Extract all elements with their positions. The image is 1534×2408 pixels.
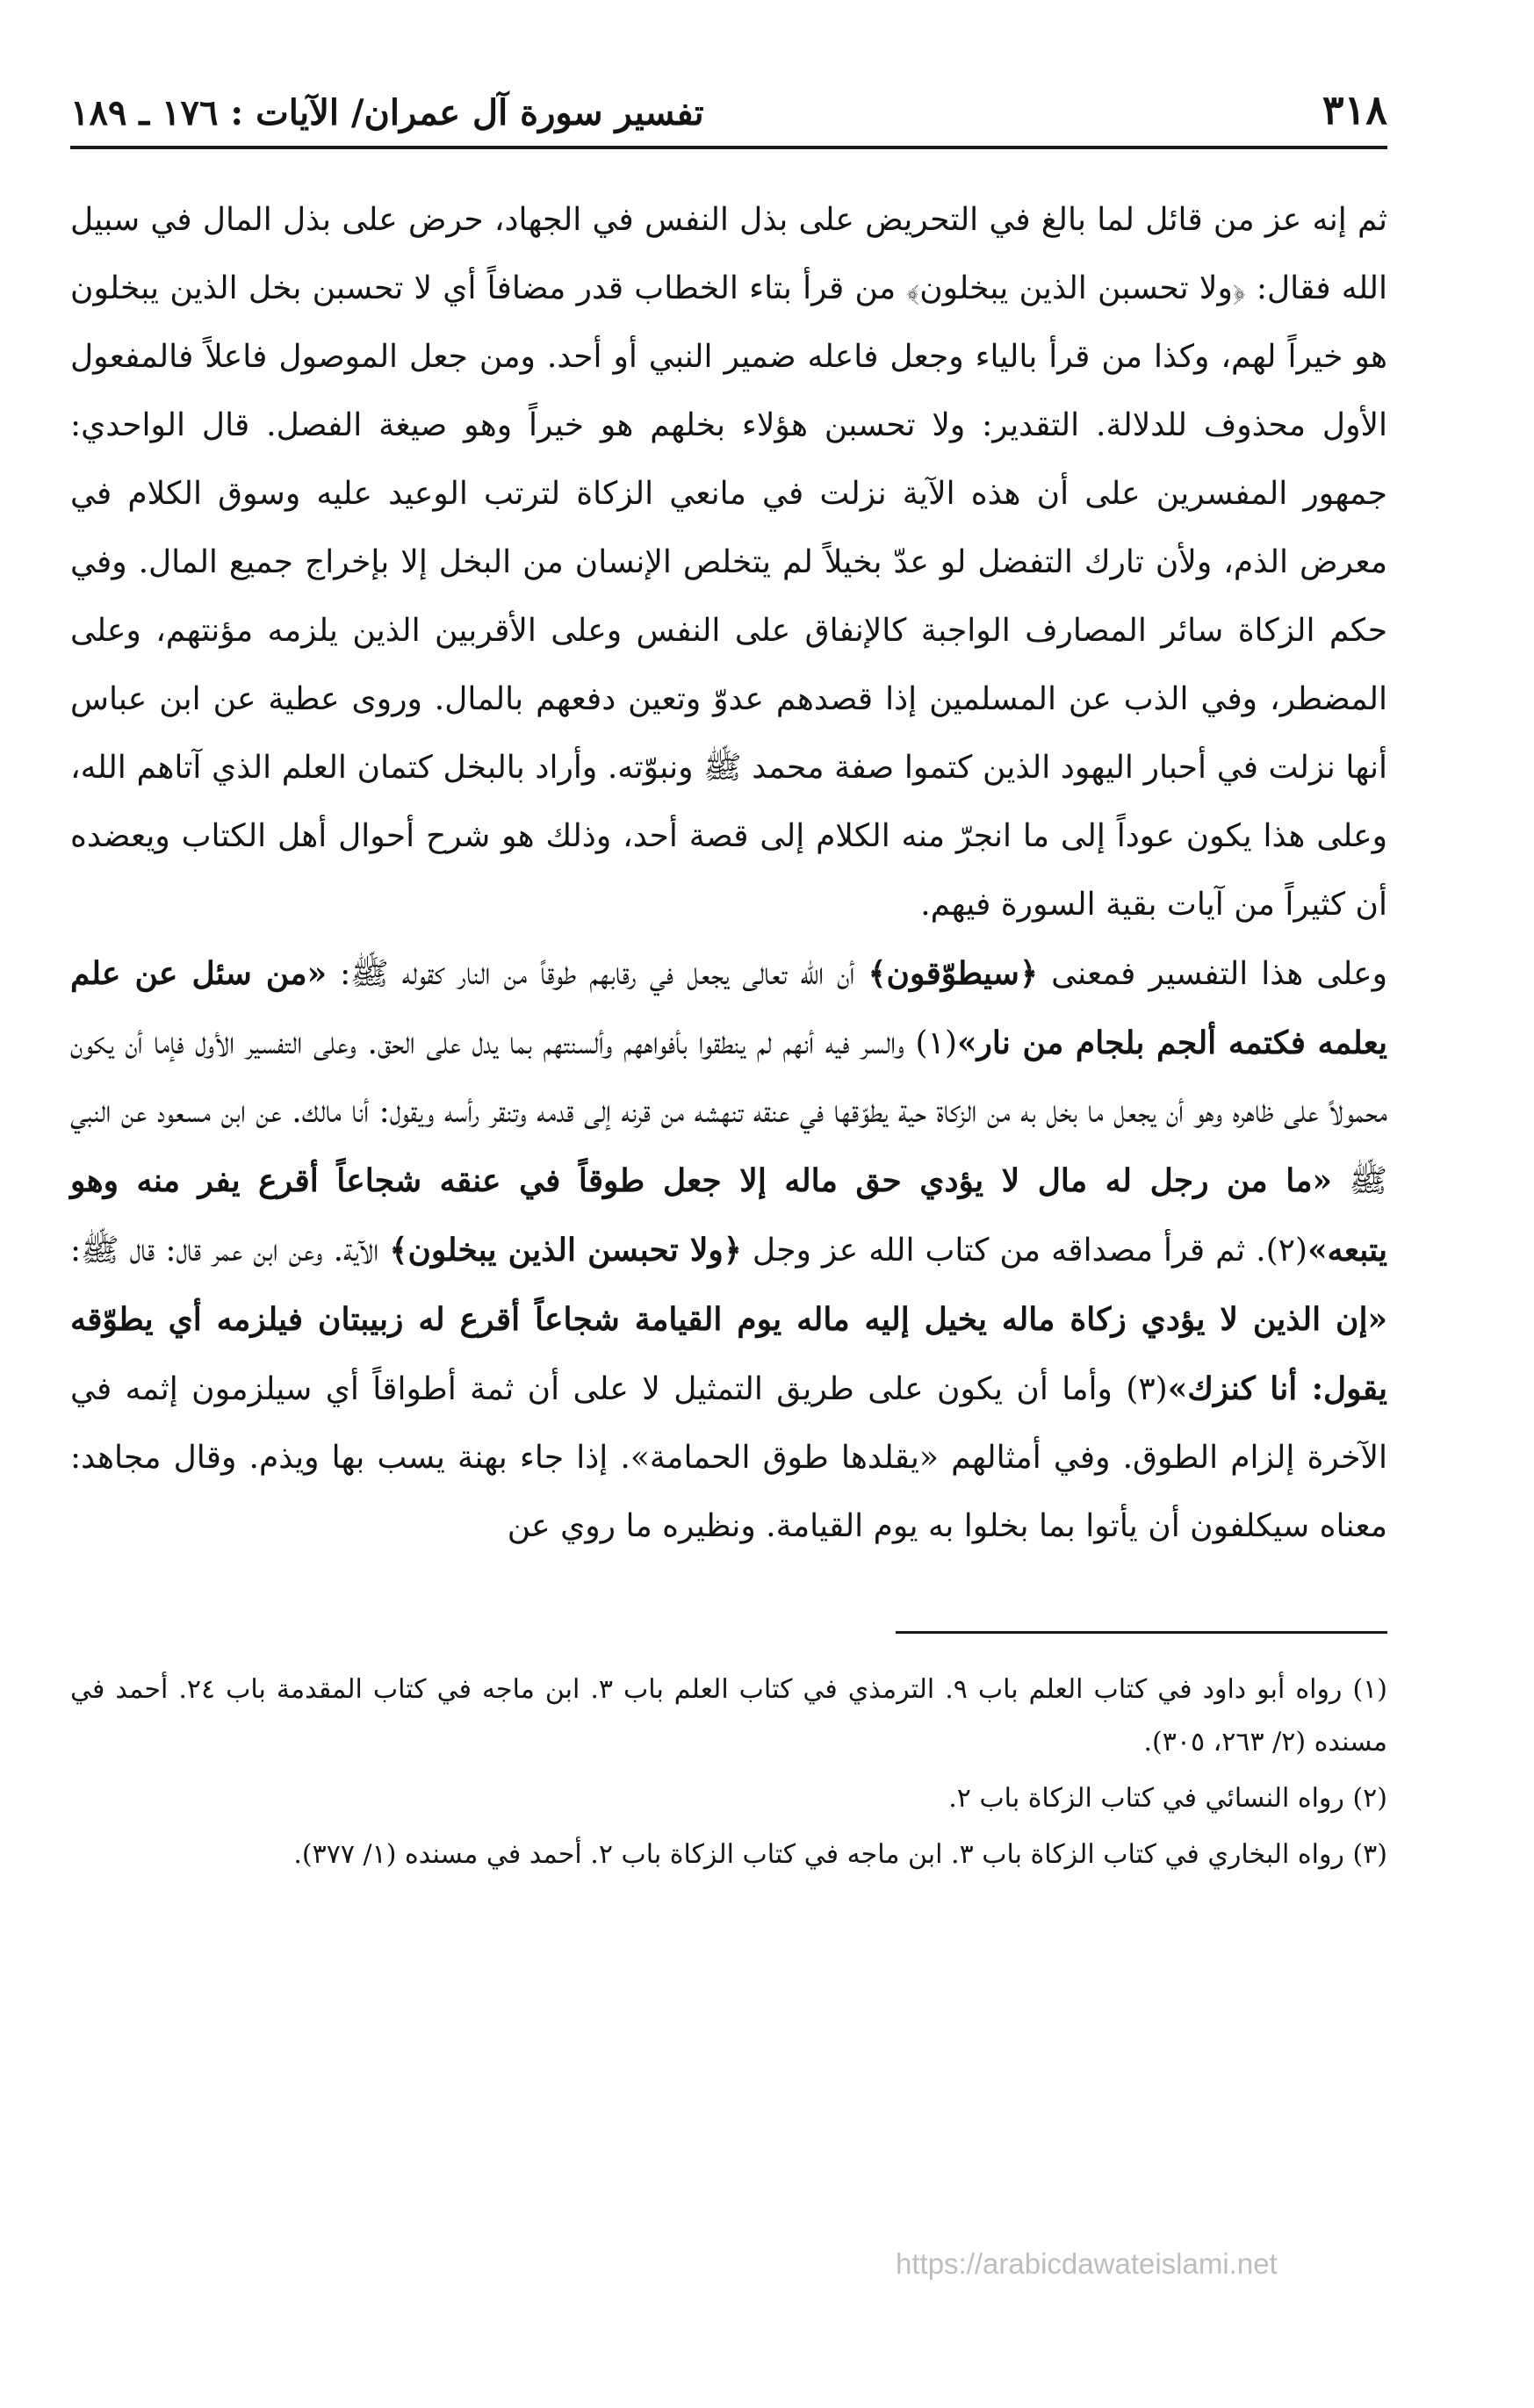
footnote-3: (٣) رواه البخاري في كتاب الزكاة باب ٣. ابن ماجه في كتاب الزكاة باب ٢. أحمد في مسنده (١/ ٣٧٧). [293,1839,1387,1870]
text-segment: وعلى هذا التفسير فمعنى [1038,956,1387,992]
text-segment: (٣) وأما أن يكون على طريق التمثيل لا على أن ثمة أطواقاً أي سيلزمون إثمه في الآخرة إلزام الطوق. وفي أمثالهم «يقلدها طوق الحمامة». إذا جاء بهنة يسب بها ويذم. وقال مجاهد: معناه سيكلفون أن يأتوا بما بخلوا به يوم القيامة. ونظيره ما روي عن [70,1371,1387,1544]
text-segment: (٢). ثم قرأ مصداقه من كتاب الله عز وجل [741,1233,1308,1269]
hadith-quote: «من سئل عن علم يعلمه فكتمه ألجم بلجام من نار» [70,955,1388,1061]
footnote-divider [896,1631,1387,1634]
book-page [70,79,1387,2361]
paragraph-2 [70,939,1387,1561]
text-segment: الآية. وعن ابن عمر قال: قال ﷺ: [70,1233,390,1269]
footnote-1: (١) رواه أبو داود في كتاب العلم باب ٩. الترمذي في كتاب العلم باب ٣. ابن ماجه في كتاب المقدمة باب ٢٤. أحمد في مسنده (٢/ ٢٦٣، ٣٠٥). [70,1674,1387,1757]
hadith-quote: «إن الذين لا يؤدي زكاة ماله يخيل إليه ماله يوم القيامة شجاعاً أقرع له زبيبتان فيلزمه أي يطوّقه يقول: أنا كنزك» [70,1301,1387,1407]
running-title: تفسير سورة آل عمران/ الآيات : ١٧٦ ـ ١٨٩ [70,92,704,133]
running-header [70,79,1387,149]
quran-quote: ﴿سيطوّقون﴾ [868,955,1039,992]
footnote-2: (٢) رواه النسائي في كتاب الزكاة باب ٢. [948,1783,1387,1814]
source-watermark: https://arabicdawateislami.net [896,2247,1278,2280]
main-text [70,186,1387,1561]
quran-quote: ﴿ولا تحبسن الذين يبخلون﴾ [389,1232,742,1269]
hadith-quote: «ما من رجل له مال لا يؤدي حق ماله إلا جعل طوقاً في عنقه شجاعاً أقرع يفر منه وهو يتبعه» [70,1162,1387,1269]
paragraph-1: ثم إنه عز من قائل لما بالغ في التحريض على بذل النفس في الجهاد، حرض على بذل المال في سبيل الله فقال: ﴿ولا تحسبن الذين يبخلون﴾ من قرأ بتاء الخطاب قدر مضافاً أي لا تحسبن بخل الذين يبخلون هو خيراً لهم، وكذا من قرأ بالياء وجعل فاعله ضمير النبي أو أحد. ومن جعل الموصول فاعلاً فالمفعول الأول محذوف للدلالة. التقدير: ولا تحسبن هؤلاء بخلهم هو خيراً وهو صيغة الفصل. قال الواحدي: جمهور المفسرين على أن هذه الآية نزلت في مانعي الزكاة لترتب الوعيد عليه وسوق الكلام في معرض الذم، ولأن تارك التفضل لو عدّ بخيلاً لم يتخلص الإنسان من البخل إلا بإخراج جميع المال. وفي حكم الزكاة سائر المصارف الواجبة كالإنفاق على النفس وعلى الأقربين الذين يلزمه مؤنتهم، وعلى المضطر، وفي الذب عن المسلمين إذا قصدهم عدوّ وتعين دفعهم بالمال. وروى عطية عن ابن عباس أنها نزلت في أحبار اليهود الذين كتموا صفة محمد ﷺ ونبوّته. وأراد بالبخل كتمان العلم الذي آتاهم الله، وعلى هذا يكون عوداً إلى ما انجرّ منه الكلام إلى قصة أحد، وذلك هو شرح أحوال أهل الكتاب ويعضده أن كثيراً من آيات بقية السورة فيهم. [70,202,1387,923]
footnotes [70,1664,1387,1881]
text-segment: أن الله تعالى يجعل في رقابهم طوقاً من النار كقوله ﷺ: [327,956,868,992]
page-number: ٣١٨ [1322,86,1387,133]
text-segment: (١) والسر فيه أنهم لم ينطقوا بأفواههم وألسنتهم بما يدل على الحق. وعلى التفسير الأول فإما أن يكون محمولاً على ظاهره وهو أن يجعل ما بخل به من الزكاة حية يطوّقها في عنقه تنهشه من قرنه إلى قدمه وتنقر رأسه ويقول: أنا مالك. عن ابن مسعود عن النبي ﷺ [70,1025,1388,1199]
